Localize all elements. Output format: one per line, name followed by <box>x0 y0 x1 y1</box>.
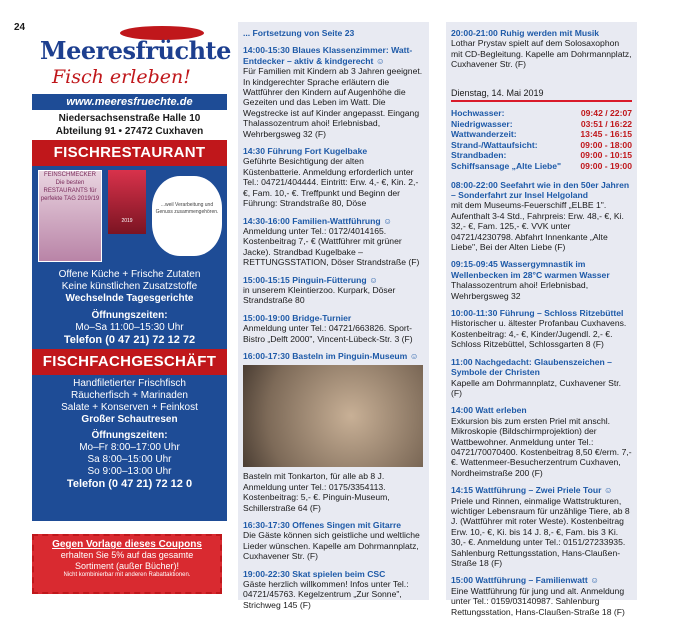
logo-title: Meeresfrüchte <box>40 36 231 65</box>
fish-dish-image: ...weil Verarbeitung und Genuss zusammengehören. <box>152 176 222 256</box>
event-item <box>243 45 424 139</box>
event-body: Historischer u. ältester Profanbau Cuxhavens. Kostenbeitrag: 4,- €, Kinder/Jugendl. 2,- €. Schloss Ritzebüttel, Schlossgarten 8 (F) <box>451 318 627 350</box>
ad-images <box>32 166 227 266</box>
event-photo <box>243 365 423 467</box>
event-heading: 15:00-19:00 Bridge-Turnier <box>243 312 352 323</box>
event-heading: 09:15-09:45 Wassergymnastik im Wellenbecken im 28°C warmen Wasser <box>451 259 610 280</box>
event-body: Geführte Besichtigung der alten Küstenbatterie. Anmeldung erforderlich unter Tel.: 04721/404444. Eintritt: Erw. 4,- €, Kin. 2,- €, Fam. 10,- €. Treffpunkt und Beginn der Führung: Strandstraße 80, Döse <box>243 156 419 209</box>
event-heading: 20:00-21:00 Ruhig werden mit Musik <box>451 28 600 38</box>
event-item <box>243 471 424 513</box>
event-body: Anmeldung unter Tel.: 0172/4014165. Kostenbeitrag 7,- € (Wattführer mit grüner Jacke). Strandbad Kugelbake – RETTUNGSSTATION, Döser Strandstraße (F) <box>243 225 420 268</box>
event-body: Kapelle am Dohrmannplatz, Cuxhavener Str. (F) <box>451 377 622 398</box>
event-heading: 08:00-22:00 Seefahrt wie in den 50er Jahren – Sonderfahrt zur Insel Helgoland <box>451 179 630 200</box>
event-item <box>451 180 632 253</box>
hours-line: Mo–Fr 8:00–17:00 Uhr <box>79 442 180 453</box>
tide-value: 09:00 - 19:00 <box>580 161 632 171</box>
tide-label: Schiffsansage „Alte Liebe" <box>451 161 562 171</box>
event-item <box>451 405 632 478</box>
coupon <box>32 534 222 594</box>
event-heading: 19:00-22:30 Skat spielen beim CSC <box>243 568 386 579</box>
event-body: Anmeldung unter Tel.: 04721/663826. Sport-Bistro „Delft 2000", Vincent-Lübeck-Str. 3 (F) <box>243 323 413 344</box>
restaurant-banner: FISCHRESTAURANT <box>32 140 227 166</box>
info-line: Großer Schautresen <box>81 414 178 425</box>
event-item <box>451 575 632 617</box>
event-heading: 15:00 Wattführung – Familienwatt ☺ <box>451 575 599 586</box>
coupon-text: erhalten Sie 5% auf das gesamte <box>60 550 194 560</box>
event-body: Priele und Rinnen, einmalige Wattstrukturen, wichtiger Lebensraum für unzählige Tiere, ab 8 J. (Wattführer mit roter Weste). Kostenbeitrag Erw. 10,- €, Ki. bis 14 J. 8,- €, Fam. bis 3 Ki. 30,- €. Anmeldung unter Tel.: 0151/27233935. Sahlenburg Rettungsstation, Hans-Claußen-Straße 18 (F) <box>451 495 630 568</box>
event-heading: 11:00 Nachgedacht: Glaubenszeichen – Symbole der Christen <box>451 356 612 378</box>
event-heading: 14:30-16:00 Familien-Wattführung ☺ <box>243 215 392 226</box>
info-line: Räucherfisch + Marinaden <box>70 390 188 401</box>
info-line: Wechselnde Tagesgerichte <box>65 293 194 304</box>
ad-url[interactable]: www.meeresfruechte.de <box>32 94 227 110</box>
restaurant-info <box>32 266 227 349</box>
address-line: Abteilung 91 • 27472 Cuxhaven <box>55 126 204 137</box>
award-image: FEINSCHMECKER Die besten RESTAURANTS für perfekte TAG 2019/19 <box>38 170 102 262</box>
event-body: Eine Wattführung für jung und alt. Anmeldung unter Tel.: 0159/03140987. Sahlenburg Rettungsstation, Hans-Claußen-Straße 18 (F) <box>451 585 625 617</box>
event-heading: 14:00 Watt erleben <box>451 405 527 416</box>
hours-title: Öffnungszeiten: <box>91 430 168 441</box>
event-heading: 14:30 Führung Fort Kugelbake <box>243 146 368 157</box>
hours-title: Öffnungszeiten: <box>91 310 168 321</box>
shop-info <box>32 375 227 521</box>
shop-banner: FISCHFACHGESCHÄFT <box>32 349 227 375</box>
tide-value: 09:42 / 22:07 <box>580 108 632 119</box>
continuation-note: ... Fortsetzung von Seite 23 <box>243 28 355 38</box>
tide-row <box>451 119 632 130</box>
page-number: 24 <box>14 22 26 33</box>
coupon-note: Nicht kombinierbar mit anderen Rabattaktionen. <box>63 572 191 578</box>
event-body: Lothar Prystav spielt auf dem Solosaxophon mit CD-Begleitung. Kapelle am Dohrmannplatz, Cuxhavener Str. (F) <box>451 38 632 70</box>
logo-slogan: Fisch erleben! <box>52 66 191 88</box>
event-heading: 16:00-17:30 Basteln im Pinguin-Museum ☺ <box>243 350 419 361</box>
hours-line: Mo–Sa 11:00–15:30 Uhr <box>75 322 184 333</box>
award-badge: 2019 <box>108 170 146 234</box>
advertisement <box>32 22 231 600</box>
info-line: Offene Küche + Frische Zutaten <box>58 269 201 280</box>
event-item <box>243 520 424 562</box>
event-body: Exkursion bis zum ersten Priel mit anschl. Mikroskopie (Bildschirmprojektion) der Wattbewohner. Anmeldung unter Tel.: 04721/70070400. Kostenbeitrag 8,50 €/erm. 7,- €. Wattenmeer-Besucherzentrum Cuxhaven, Nordheimstraße 200 (F) <box>451 415 632 478</box>
address-line: Niedersachsenstraße Halle 10 <box>58 113 201 124</box>
event-heading: 14:00-15:30 Blaues Klassenzimmer: Watt-Entdecker – aktiv & kindgerecht ☺ <box>243 45 413 66</box>
tide-row <box>451 140 632 151</box>
tide-row <box>451 129 632 140</box>
event-body: Basteln mit Tonkarton, für alle ab 8 J. Anmeldung unter Tel.: 0175/3354113. Kostenbeitrag: 5,- €. Pinguin-Museum, Schillerstraße 64 (F) <box>243 471 390 513</box>
event-item <box>451 308 632 350</box>
event-item <box>451 357 632 399</box>
info-line: Salate + Konserven + Feinkost <box>61 402 198 413</box>
events-column-middle <box>238 22 429 610</box>
ad-address <box>32 110 227 140</box>
event-item <box>243 275 424 306</box>
phone: Telefon (0 47 21) 72 12 72 <box>63 334 196 346</box>
tide-label: Wattwanderzeit: <box>451 129 517 140</box>
tide-label: Strandbaden: <box>451 150 507 161</box>
hours-line: Sa 8:00–15:00 Uhr <box>87 454 172 465</box>
tide-label: Hochwasser: <box>451 108 505 119</box>
events-column-right <box>446 22 637 617</box>
event-item <box>451 28 632 70</box>
hours-line: So 9:00–13:00 Uhr <box>87 466 172 477</box>
event-heading: 10:00-11:30 Führung – Schloss Ritzebüttel <box>451 308 624 319</box>
tide-label: Niedrigwasser: <box>451 118 513 129</box>
tide-row <box>451 108 632 119</box>
event-item <box>243 146 424 208</box>
event-heading: 14:15 Wattführung – Zwei Priele Tour ☺ <box>451 485 613 496</box>
tide-label: Strand-/Wattaufsicht: <box>451 139 538 150</box>
event-heading: 16:30-17:30 Offenes Singen mit Gitarre <box>243 520 402 530</box>
info-line: Keine künstlichen Zusatzstoffe <box>61 281 198 292</box>
event-heading: 15:00-15:15 Pinguin-Fütterung ☺ <box>243 274 378 285</box>
event-item <box>451 485 632 568</box>
event-item <box>243 569 424 611</box>
tide-row <box>451 150 632 161</box>
info-line: Handfiletierter Frischfisch <box>73 378 186 389</box>
tide-value: 13:45 - 16:15 <box>580 129 632 140</box>
phone: Telefon (0 47 21) 72 12 0 <box>66 478 193 490</box>
tide-value: 03:51 / 16:22 <box>580 118 632 129</box>
tide-table <box>451 108 632 172</box>
event-body: mit dem Museums-Feuerschiff „ELBE 1". Aufenthalt 3-4 Std., Fahrpreis: Erw. 48,- €, Ki. 32,- €, Fam. 125,- €. VVK unter 04721/4230798. Abfahrt Innenkante „Alte Liebe", Bei der Alten Liebe (F) <box>451 200 624 253</box>
event-body: Thalassozentrum ahoi! Erlebnisbad, Wehrbergsweg 32 <box>451 280 589 301</box>
event-item <box>243 313 424 344</box>
event-item <box>243 216 424 268</box>
event-body: Für Familien mit Kindern ab 3 Jahren geeignet. In kindgerechter Sprache erläutern die Wattführer den Kindern auf Augenhöhe die Gezeiten und das Leben im Watt. Die Wegstrecke ist auf Kinder angepasst. Eingang Thalassozentrum ahoi! Erlebnisbad, Wehrbergsweg 32 (F) <box>243 66 423 139</box>
tide-value: 09:00 - 10:15 <box>580 150 632 161</box>
event-item <box>243 351 424 467</box>
coupon-title: Gegen Vorlage dieses Coupons <box>52 539 202 550</box>
tide-row <box>451 161 632 172</box>
coupon-text: Sortiment (außer Bücher)! <box>74 561 180 571</box>
tide-value: 09:00 - 18:00 <box>580 139 632 150</box>
event-item <box>451 259 632 301</box>
logo <box>32 22 231 94</box>
event-body: in unserem Kleintierzoo. Kurpark, Döser Strandstraße 80 <box>243 284 396 306</box>
event-body: Die Gäste können sich geistliche und weltliche Lieder wünschen. Kapelle am Dohrmannplatz, Cuxhavener Str. (F) <box>243 530 420 562</box>
event-body: Gäste herzlich willkommen! Infos unter Tel.: 04721/45763. Kegelzentrum „Zur Sonne", Strichweg 145 (F) <box>243 579 409 610</box>
day-heading: Dienstag, 14. Mai 2019 <box>451 88 632 102</box>
